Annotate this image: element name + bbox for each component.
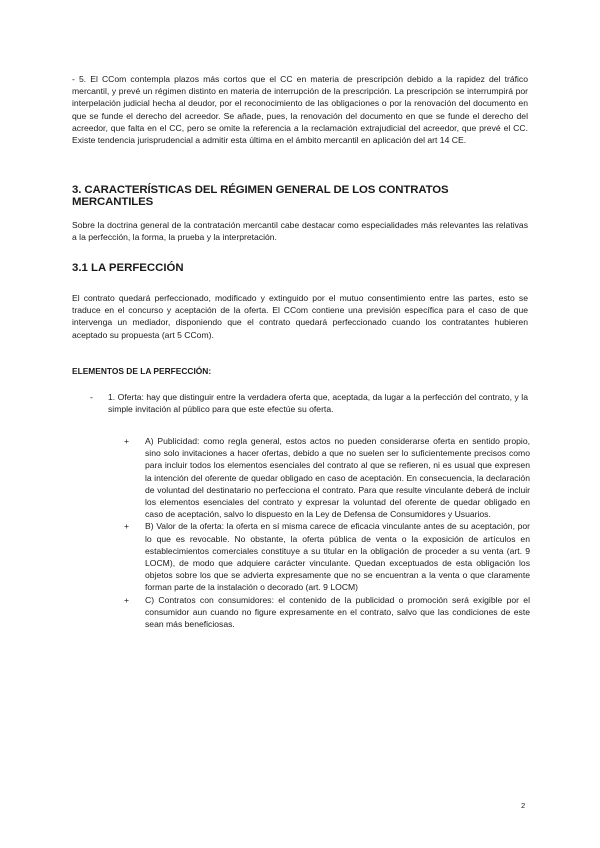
sub-item-text: A) Publicidad: como regla general, estos actos no pueden considerarse oferta en sentido propio, sino solo invitaciones a hacer ofertas, debido a que no suelen ser lo suficientemente precisos como para incluir todos los elementos esenciales del contrato al que se refieren, ni es usual que expresen la intención del oferente de quedar obligado en caso de aceptación. En consecuencia, la declaración de voluntad del destinatario no perfecciona el contrato. Para que resulte vinculante deberá de incluir los elementos esenciales del contrato y expresar la voluntad del oferente de quedar obligado en caso de aceptación, salvo lo dispuesto en la Ley de Defensa de Consumidores y Usuarios. [145, 436, 530, 520]
page-number: 2 [521, 801, 526, 810]
sub-item-text: C) Contratos con consumidores: el contenido de la publicidad o promoción será exigible por el consumidor aun cuando no figure expresamente en el contrato, salvo que las condiciones de este sean más beneficiosas. [145, 594, 530, 630]
list-item-oferta: 1. Oferta: hay que distinguir entre la verdadera oferta que, aceptada, da lugar a la perfección del contrato, y la simple invitación al público para que este efectúe su oferta. [108, 392, 528, 415]
sub-item-consumidores [124, 594, 534, 631]
sub-item-bullet: + [124, 436, 130, 446]
subsection-paragraph: El contrato quedará perfeccionado, modificado y extinguido por el mutuo consentimiento entre las partes, esto se traduce en el concurso y aceptación de la oferta. El CCom contiene una previsión específica para el caso de que intervenga un mediador, disponiendo que el contrato quedará perfeccionado cuando los contratantes hubieren aceptado su propuesta (art 5 CCom). [72, 293, 528, 340]
list-dash: - [90, 392, 93, 402]
sub-item-text: B) Valor de la oferta: la oferta en sí misma carece de eficacia vinculante antes de su aceptación, por lo que es revocable. No obstante, la oferta pública de venta o la exposición de artículos en establecimientos comerciales constituye a su titular en la obligación de proceder a su venta (art. 9 LOCM), de modo que adquiere carácter vinculante. Quedan exceptuados de esta obligación los objetos sobre los que se advierta expresamente que no se encuentran a la venta o que claramente forman parte de la instalación o decorado (art. 9 LOCM) [145, 521, 530, 593]
subsection-heading: 3.1 LA PERFECCIÓN [72, 262, 184, 274]
section-heading: 3. CARACTERÍSTICAS DEL RÉGIMEN GENERAL DE LOS CONTRATOS MERCANTILES [72, 184, 449, 208]
sub-list [124, 435, 534, 630]
sub-item-bullet: + [124, 594, 130, 605]
sub-item-valor-oferta [124, 520, 534, 593]
intro-paragraph: - 5. El CCom contempla plazos más cortos que el CC en materia de prescripción debido a la rapidez del tráfico mercantil, y prevé un régimen distinto en materia de interrupción de la prescripción. La prescripción se interrumpirá por interpelación judicial hecha al deudor, por el reconocimiento de las obligaciones o por la renovación del documento en que se funde el derecho del acreedor. Se añade, pues, la renovación del documento en que se funde el derecho del acreedor, que falta en el CC, pero se omite la referencia a la reclamación extrajudicial del acreedor, que prevé el CC. Existe tendencia jurisprudencial a admitir esta última en el ámbito mercantil en aplicación del art 14 CE. [72, 74, 528, 146]
sub-item-publicidad [124, 435, 534, 520]
elements-heading: ELEMENTOS DE LA PERFECCIÓN: [72, 366, 212, 376]
section-paragraph: Sobre la doctrina general de la contratación mercantil cabe destacar como especialidades más relevantes las relativas a la perfección, la forma, la prueba y la interpretación. [72, 220, 528, 243]
sub-item-bullet: + [124, 521, 130, 532]
